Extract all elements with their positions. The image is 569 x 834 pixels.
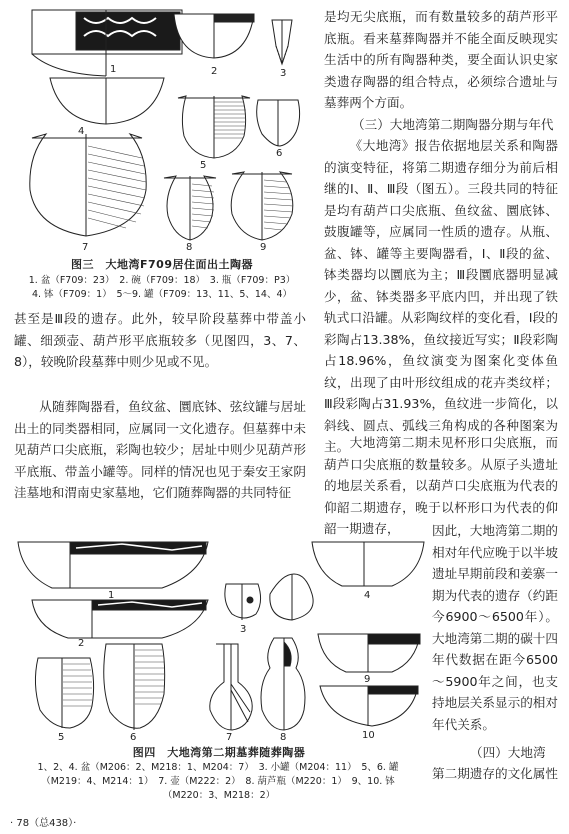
fig4-basin-4 bbox=[312, 542, 424, 586]
fig4-label-1: 1 bbox=[108, 590, 115, 601]
page-number: · 78（总438）· bbox=[10, 818, 77, 829]
fig4-jar-5 bbox=[35, 658, 93, 728]
fig4-label-4: 4 bbox=[364, 590, 371, 601]
fig4-caption-title: 图四 大地湾第二期墓葬随葬陶器 bbox=[132, 746, 306, 759]
fig4-bowl-9 bbox=[318, 634, 420, 672]
fig3-bowl-2 bbox=[174, 14, 254, 58]
fig3-jar-7 bbox=[30, 134, 146, 236]
section-4-heading-a: （四）大地湾 bbox=[470, 745, 546, 760]
fig3-label-5: 5 bbox=[200, 160, 207, 171]
fig3-label-9: 9 bbox=[260, 242, 267, 253]
left-paragraph-2-text: 从随葬陶器看，鱼纹盆、圜底钵、弦纹罐与居址出土的同类器相同，应属同一文化遗存。但墓葬中未见葫芦口尖底瓶，彩陶也较少；居址中则少见葫芦形平底瓶、带盖小罐等。同样的情况也见于秦安王家阴洼墓地和渭南史家墓地，它们随葬陶器的共同特征 bbox=[14, 399, 306, 500]
fig3-label-1: 1 bbox=[110, 64, 117, 75]
fig3-label-2: 2 bbox=[211, 66, 218, 77]
left-paragraph-1: 甚至是Ⅲ段的遗存。此外，较早阶段墓葬中带盖小罐、细颈壶、葫芦形平底瓶较多（见图四，3、7、8），较晚阶段墓葬中则少见或不见。 bbox=[14, 311, 306, 369]
left-paragraph-2 bbox=[14, 396, 306, 504]
fig4-label-5: 5 bbox=[58, 732, 65, 743]
fig4-jar-6 bbox=[104, 644, 165, 730]
fig3-bottle-3 bbox=[272, 20, 292, 64]
fig4-label-7: 7 bbox=[226, 732, 233, 743]
fig4-basin-2 bbox=[32, 600, 208, 638]
fig4-label-9: 9 bbox=[364, 674, 371, 685]
fig3-label-7: 7 bbox=[82, 242, 89, 253]
fig3-jar-6 bbox=[257, 100, 300, 146]
fig4-caption-note-1: 1、2、4. 盆（M206：2、M218：1、M204：7） 3. 小罐（M204：11） 5、6. 罐 bbox=[37, 762, 399, 773]
fig3-label-3: 3 bbox=[280, 68, 287, 79]
fig3-jar-5 bbox=[178, 96, 250, 158]
fig4-label-6: 6 bbox=[130, 732, 137, 743]
section-3-heading: （三）大地湾第二期陶器分期与年代 bbox=[352, 117, 554, 132]
fig4-label-2: 2 bbox=[78, 638, 85, 649]
fig3-jar-8 bbox=[164, 176, 216, 240]
fig4-gourd-bottle-8 bbox=[261, 638, 305, 730]
fig3-caption-title: 图三 大地湾F709居住面出土陶器 bbox=[71, 258, 253, 271]
figure-4 bbox=[12, 534, 426, 746]
fig3-caption-note-1: 1. 盆（F709：23） 2. 碗（F709：18） 3. 瓶（F709：P3） bbox=[28, 275, 296, 286]
fig4-caption-note-2: （M219：4、M214：1） 7. 壶（M222：2） 8. 葫芦瓶（M220：1） 9、10. 钵 bbox=[41, 776, 395, 787]
figure-3-drawings bbox=[14, 6, 310, 256]
figure-3 bbox=[14, 6, 310, 256]
fig4-basin-1 bbox=[18, 542, 208, 588]
fig3-bowl-4 bbox=[50, 78, 164, 124]
fig4-pot-7 bbox=[210, 644, 252, 730]
right-paragraph-middle-text: 《大地湾》报告依据地层关系和陶器的演变特征，将第二期遗存细分为前后相继的Ⅰ、Ⅱ、Ⅲ段（图五）。三段共同的特征是均有葫芦口尖底瓶、鱼纹盆、圜底钵、鼓腹罐等，应属同一性质的遗存。从瓶、盆、钵、罐等主要陶器看，Ⅰ、Ⅱ段的盆、钵类器均以圜底为主；Ⅲ段圜底器明显减少，盆、钵类器多平底内凹，并出现了铁轨式口沿罐。从彩陶纹样的变化看，Ⅰ段的彩陶占13.38%，鱼纹接近写实；Ⅱ段彩陶占18.96%，鱼纹演变为图案化变体鱼纹，出现了由叶形纹组成的花卉类纹样；Ⅲ段彩陶占31.93%，鱼纹进一步简化，以斜线、圆点、弧线三角构成的各种图案为主。 bbox=[324, 138, 558, 454]
figure-4-drawings bbox=[12, 534, 426, 746]
fig3-jar-9 bbox=[231, 172, 293, 240]
fig3-label-6: 6 bbox=[276, 148, 283, 159]
fig4-label-8: 8 bbox=[280, 732, 287, 743]
right-paragraph-bottom: 因此，大地湾第二期的相对年代应晚于以半坡遗址早期前段和姜寨一期为代表的遗存（约距今6900～6500年）。大地湾第二期的碳十四年代数据在距今6500～5900年之间，也支持地层关系显示的相对年代关系。 bbox=[432, 523, 558, 732]
fig3-caption-note-2: 4. 钵（F709：1） 5～9. 罐（F709：13、11、5、14、4） bbox=[31, 289, 293, 300]
fig4-label-3: 3 bbox=[240, 624, 247, 635]
fig4-small-jar-3 bbox=[225, 574, 313, 620]
fig3-basin-1 bbox=[32, 10, 182, 76]
right-paragraph-top: 是均无尖底瓶，而有数量较多的葫芦形平底瓶。看来墓葬陶器并不能全面反映现实生活中的所有陶器种类，要全面认识史家类遗存陶器的组合特点，必须综合遗址与墓葬两个方面。 bbox=[324, 9, 558, 110]
fig3-label-8: 8 bbox=[186, 242, 193, 253]
right-paragraph-3-text: 大地湾第二期未见杯形口尖底瓶，而葫芦口尖底瓶的数量较多。从原子头遗址的地层关系看，以葫芦口尖底瓶为代表的仰韶二期遗存，晚于以杯形口为代表的仰韶一期遗存， bbox=[324, 435, 558, 536]
fig4-bowl-10 bbox=[320, 686, 418, 726]
fig3-label-4: 4 bbox=[78, 126, 85, 137]
right-paragraph-middle bbox=[324, 135, 558, 458]
fig4-caption-note-3: （M220：3、M218：2） bbox=[162, 790, 276, 801]
fig4-label-10: 10 bbox=[362, 730, 375, 741]
section-4-heading-b: 第二期遗存的文化属性 bbox=[432, 766, 558, 781]
